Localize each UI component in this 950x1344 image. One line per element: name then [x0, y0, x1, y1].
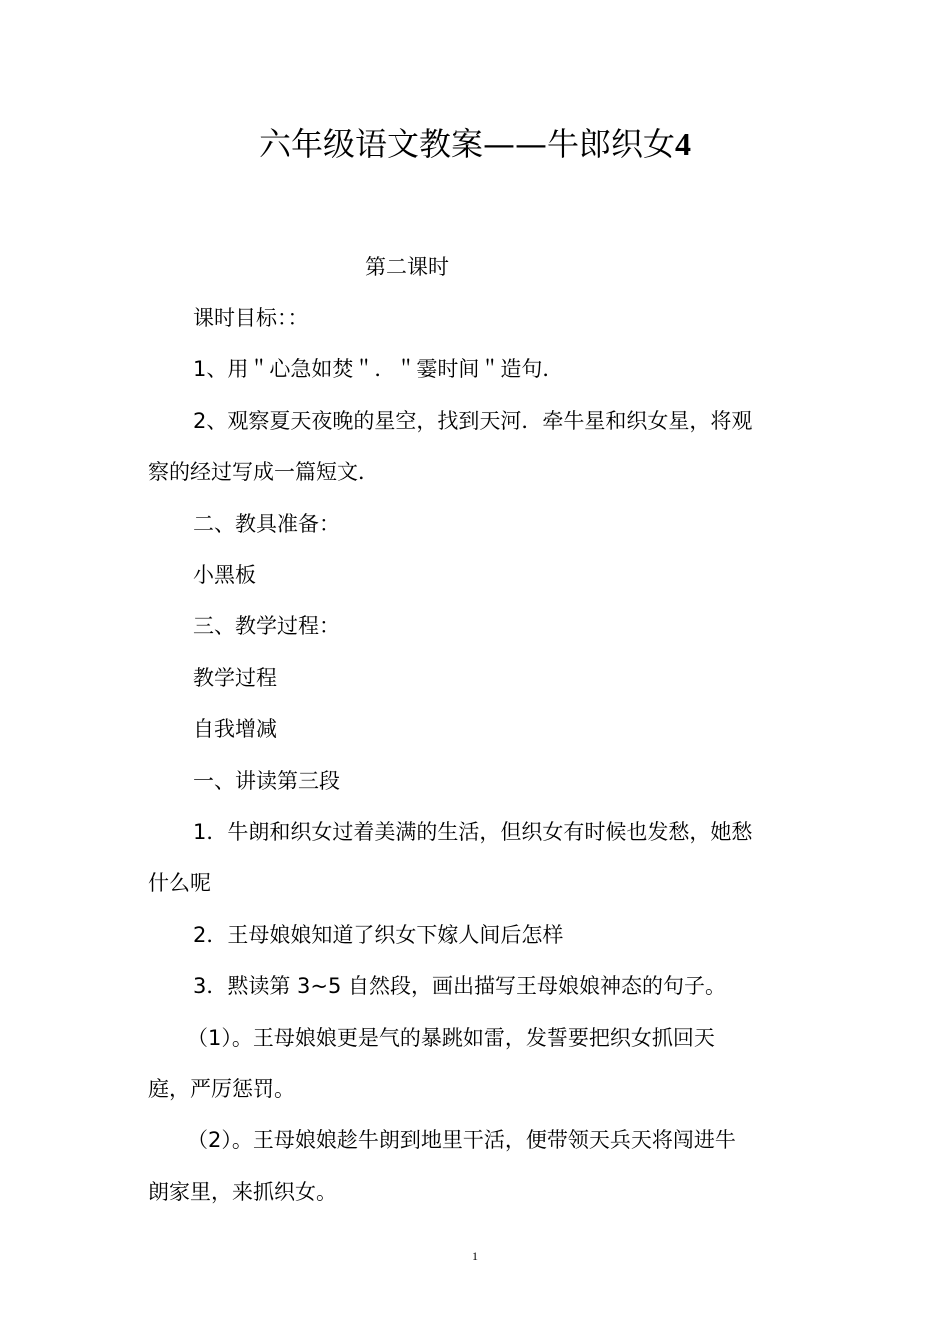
- page-number: 1: [472, 1249, 478, 1263]
- part-one-heading: 一、讲读第三段: [193, 769, 340, 793]
- question-3: 3．黙读第 3~5 自然段，画出描写王母娘娘神态的句子。: [193, 974, 727, 998]
- title-number: 4: [675, 126, 691, 162]
- self-adjust-label: 自我增减: [193, 717, 277, 741]
- question-1-continued: 什么呢: [148, 871, 211, 895]
- lesson-objectives-heading: 课时目标：：: [193, 306, 309, 330]
- document-title: [0, 120, 950, 168]
- title-text: 六年级语文教案——牛郎织女: [258, 125, 675, 163]
- section-heading-lesson-two: 第二课时: [365, 255, 449, 279]
- objective-item-2: 2、观察夏天夜晚的星空，找到天河．牵牛星和织女星，将观: [193, 409, 753, 433]
- objective-item-1: 1、用＂心急如焚＂．＂霎时间＂造句．: [193, 357, 564, 381]
- question-1: 1．牛朗和织女过着美满的生活，但织女有时候也发愁，她愁: [193, 820, 753, 844]
- answer-2: （2）。王母娘娘趁牛朗到地里干活，便带领天兵天将闯进牛: [187, 1128, 736, 1152]
- teaching-aids-heading: 二、教具准备：: [193, 512, 340, 536]
- objective-item-2-continued: 察的经过写成一篇短文．: [148, 460, 379, 484]
- answer-1: （1）。王母娘娘更是气的暴跳如雷，发誓要把织女抓回天: [187, 1026, 715, 1050]
- teaching-aids-item: 小黑板: [193, 563, 256, 587]
- teaching-process-heading: 三、教学过程：: [193, 614, 340, 638]
- question-2: 2．王母娘娘知道了织女下嫁人间后怎样: [193, 923, 564, 947]
- answer-2-continued: 朗家里，来抓织女。: [148, 1180, 337, 1204]
- answer-1-continued: 庭，严厉惩罚。: [148, 1077, 295, 1101]
- teaching-process-label: 教学过程: [193, 666, 277, 690]
